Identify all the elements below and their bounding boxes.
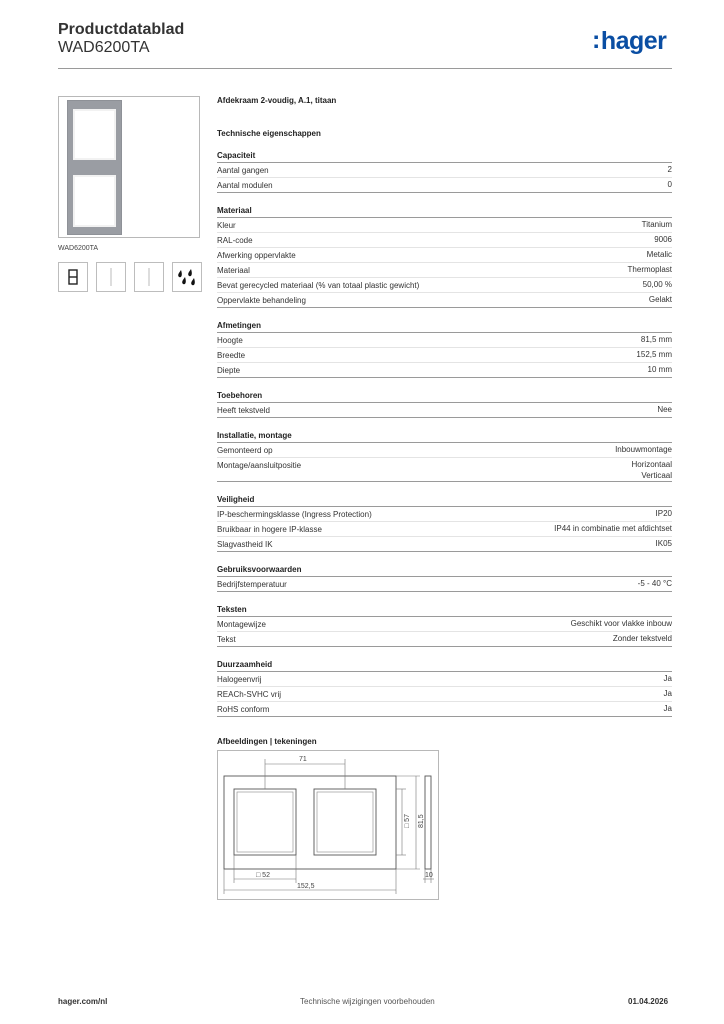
section-title: Capaciteit	[217, 151, 672, 163]
spec-row	[217, 617, 672, 632]
technical-drawing	[217, 750, 439, 900]
spec-value	[648, 364, 672, 377]
spec-value	[656, 508, 672, 521]
spec-value-line: IP44 in combinatie met afdichtset	[554, 524, 672, 533]
spec-value-line: -5 - 40 °C	[637, 579, 672, 588]
spec-row	[217, 163, 672, 178]
spec-value	[636, 349, 672, 362]
spec-value	[632, 459, 672, 481]
section-rows	[217, 163, 672, 193]
dim-inner-height-label: □ 57	[404, 814, 411, 828]
footer-date: 01.04.2026	[628, 997, 669, 1006]
spec-label: RoHS conform	[217, 705, 270, 714]
spec-value	[654, 234, 672, 247]
spec-value-line: 2	[667, 165, 672, 174]
water-drops-icon	[172, 262, 202, 292]
spec-value	[638, 578, 672, 591]
spec-value-line: Zonder tekstveld	[612, 634, 672, 643]
section-rows	[217, 403, 672, 418]
spec-value-line: Gelakt	[648, 295, 672, 304]
spec-label: REACh-SVHC vrij	[217, 690, 282, 699]
spec-value-line: 0	[667, 180, 672, 189]
product-code: WAD6200TA	[58, 39, 150, 56]
spec-row	[217, 248, 672, 263]
spec-row	[217, 233, 672, 248]
spec-value-line: Ja	[663, 704, 672, 713]
spec-value	[641, 334, 672, 347]
spec-value-line: IK05	[655, 539, 672, 548]
spec-value-line: Thermoplast	[627, 265, 672, 274]
spec-value	[656, 538, 672, 551]
spec-value	[571, 618, 672, 631]
spec-value	[668, 179, 672, 192]
spec-row	[217, 278, 672, 293]
vertical-mount-icon	[96, 262, 126, 292]
spec-value	[668, 164, 672, 177]
spec-label: IP-beschermingsklasse (Ingress Protection)	[217, 510, 372, 519]
logo-colon: :	[592, 26, 600, 54]
spec-section	[217, 431, 672, 482]
spec-label: Bedrijfstemperatuur	[217, 580, 287, 589]
spec-value-line: 81,5 mm	[640, 335, 672, 344]
spec-label: Halogeenvrij	[217, 675, 262, 684]
spec-section	[217, 206, 672, 308]
spec-row	[217, 178, 672, 193]
spec-section	[217, 495, 672, 552]
spec-label: Aantal gangen	[217, 166, 269, 175]
spec-value	[613, 633, 672, 646]
spec-value	[615, 444, 672, 457]
section-title: Teksten	[217, 605, 672, 617]
spec-row	[217, 443, 672, 458]
spec-label: Montagewijze	[217, 620, 266, 629]
section-title: Gebruiksvoorwaarden	[217, 565, 672, 577]
footer-disclaimer: Technische wijzigingen voorbehouden	[300, 997, 435, 1006]
spec-row	[217, 458, 672, 482]
spec-row	[217, 333, 672, 348]
spec-label: Kleur	[217, 221, 236, 230]
footer-website: hager.com/nl	[58, 997, 108, 1006]
spec-label: Bruikbaar in hogere IP-klasse	[217, 525, 322, 534]
spec-label: Hoogte	[217, 336, 243, 345]
dim-depth-label: 10	[425, 872, 433, 879]
spec-value	[647, 249, 672, 262]
spec-value	[664, 688, 672, 701]
spec-value-line: 9006	[654, 235, 672, 244]
spec-value-line: 50,00 %	[642, 280, 672, 289]
dim-height-label: 81,5	[418, 814, 425, 828]
spec-value-line: Inbouwmontage	[615, 445, 672, 454]
spec-label: Gemonteerd op	[217, 446, 273, 455]
spec-value-line: Verticaal	[641, 471, 672, 480]
spec-label: Tekst	[217, 635, 236, 644]
spec-value	[664, 703, 672, 716]
section-rows	[217, 617, 672, 647]
dim-pitch-label: 71	[299, 756, 307, 763]
section-rows	[217, 672, 672, 717]
spec-content	[217, 96, 672, 746]
section-title: Toebehoren	[217, 391, 672, 403]
spec-row	[217, 263, 672, 278]
frame-vertical-icon	[58, 262, 88, 292]
spec-row	[217, 537, 672, 552]
spec-row	[217, 218, 672, 233]
section-rows	[217, 577, 672, 592]
dim-width-label: 152,5	[297, 883, 315, 890]
spec-value	[643, 279, 672, 292]
section-rows	[217, 218, 672, 308]
spec-section	[217, 660, 672, 717]
spec-section	[217, 605, 672, 647]
spec-value-line: Metalic	[646, 250, 672, 259]
spec-value-line: Horizontaal	[631, 460, 672, 469]
spec-value-line: Ja	[663, 689, 672, 698]
logo-text: hager	[600, 27, 667, 55]
figures-heading: Afbeeldingen | tekeningen	[217, 737, 317, 746]
product-image	[58, 96, 200, 238]
spec-value	[664, 673, 672, 686]
spec-value-line: Titanium	[641, 220, 672, 229]
hager-logo	[592, 27, 666, 56]
spec-value-line: Ja	[663, 674, 672, 683]
section-title: Afmetingen	[217, 321, 672, 333]
section-rows	[217, 507, 672, 552]
spec-row	[217, 403, 672, 418]
spec-row	[217, 672, 672, 687]
section-title: Duurzaamheid	[217, 660, 672, 672]
spec-label: RAL-code	[217, 236, 253, 245]
spec-value	[554, 523, 672, 536]
product-name: Afdekraam 2-voudig, A.1, titaan	[217, 96, 337, 105]
spec-row	[217, 632, 672, 647]
spec-row	[217, 522, 672, 537]
spec-value-line: IP20	[655, 509, 672, 518]
spec-sections	[217, 151, 672, 717]
spec-row	[217, 348, 672, 363]
section-title: Veiligheid	[217, 495, 672, 507]
spec-label: Montage/aansluitpositie	[217, 461, 302, 470]
section-rows	[217, 333, 672, 378]
spec-value-line: Nee	[657, 405, 672, 414]
spec-section	[217, 321, 672, 378]
spec-label: Diepte	[217, 366, 241, 375]
spec-label: Heeft tekstveld	[217, 406, 270, 415]
spec-value	[649, 294, 672, 307]
spec-row	[217, 293, 672, 308]
section-title: Installatie, montage	[217, 431, 672, 443]
spec-section	[217, 151, 672, 193]
spec-value	[628, 264, 672, 277]
spec-section	[217, 391, 672, 418]
spec-label: Slagvastheid IK	[217, 540, 273, 549]
section-title: Materiaal	[217, 206, 672, 218]
spec-row	[217, 507, 672, 522]
spec-label: Bevat gerecycled materiaal (% van totaal plastic gewicht)	[217, 281, 420, 290]
technical-heading: Technische eigenschappen	[217, 129, 321, 138]
spec-label: Oppervlakte behandeling	[217, 296, 306, 305]
dimension-drawing	[218, 751, 438, 899]
spec-value-line: 152,5 mm	[636, 350, 672, 359]
document-title: Productdatablad	[58, 21, 185, 38]
spec-label: Breedte	[217, 351, 246, 360]
section-rows	[217, 443, 672, 482]
horizontal-mount-icon	[134, 262, 164, 292]
spec-row	[217, 702, 672, 717]
dim-inner-width-label: □ 52	[256, 872, 270, 879]
product-frame-illustration	[59, 97, 199, 237]
spec-label: Aantal modulen	[217, 181, 273, 190]
spec-value	[642, 219, 672, 232]
spec-row	[217, 577, 672, 592]
spec-section	[217, 565, 672, 592]
spec-label: Afwerking oppervlakte	[217, 251, 296, 260]
spec-value	[657, 404, 672, 417]
header-divider	[58, 68, 672, 69]
spec-label: Materiaal	[217, 266, 250, 275]
spec-value-line: Geschikt voor vlakke inbouw	[570, 619, 672, 628]
spec-row	[217, 687, 672, 702]
spec-value-line: 10 mm	[647, 365, 672, 374]
spec-row	[217, 363, 672, 378]
image-caption: WAD6200TA	[58, 245, 99, 252]
